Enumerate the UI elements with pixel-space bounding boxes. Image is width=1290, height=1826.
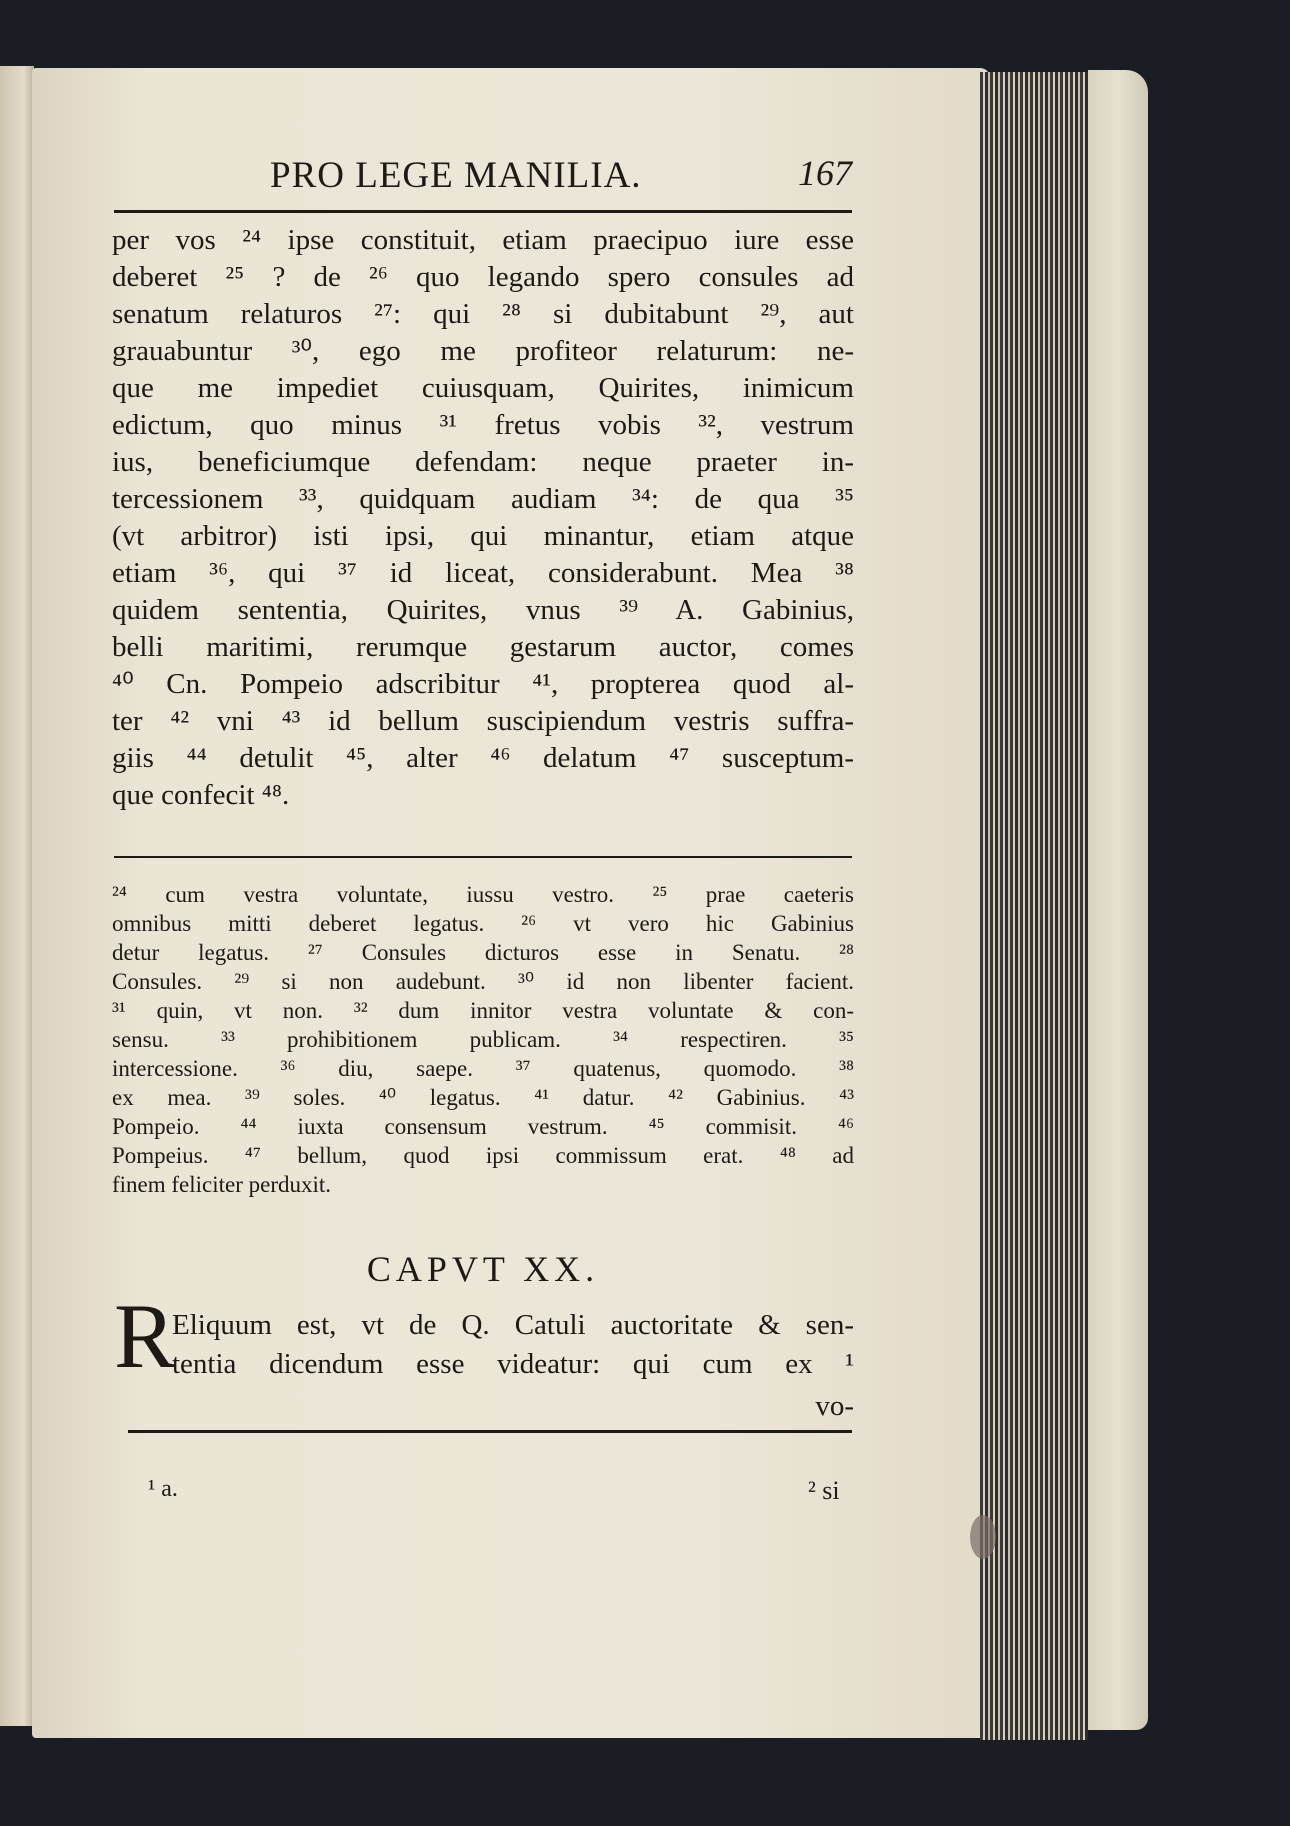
note-line: ³¹ quin, vt non. ³² dum innitor vestra voluntate & con-: [112, 998, 854, 1023]
text-line: edictum, quo minus ³¹ fretus vobis ³², vestrum: [112, 409, 854, 441]
text-line: deberet ²⁵ ? de ²⁶ quo legando spero consules ad: [112, 261, 854, 293]
page-block-edges: [980, 72, 1088, 1740]
main-text: [112, 222, 854, 814]
chapter-heading: CAPVT XX.: [366, 1249, 600, 1289]
running-title: PRO LEGE MANILIA.: [270, 155, 642, 196]
text-line: belli maritimi, rerumque gestarum auctor, comes: [112, 631, 854, 663]
note-line: omnibus mitti deberet legatus. ²⁶ vt vero hic Gabinius: [112, 911, 854, 936]
text-line: (vt arbitror) isti ipsi, qui minantur, etiam atque: [112, 520, 854, 552]
page-number: 167: [798, 153, 852, 193]
note-line: finem feliciter perduxit.: [112, 1172, 332, 1197]
footer-rule: [128, 1430, 852, 1433]
catchword: vo-: [815, 1390, 854, 1422]
header-rule: [114, 210, 852, 213]
text-line: Eliquum est, vt de Q. Catuli auctoritate & sen-: [172, 1309, 854, 1341]
text-line: que me impediet cuiusquam, Quirites, inimicum: [112, 372, 854, 404]
note-line: detur legatus. ²⁷ Consules dicturos esse in Senatu. ²⁸: [112, 940, 854, 965]
text-line: que confecit ⁴⁸.: [112, 779, 290, 811]
text-line: tentia dicendum esse videatur: qui cum ex ¹: [172, 1348, 854, 1380]
text-line: tercessionem ³³, quidquam audiam ³⁴: de qua ³⁵: [112, 483, 854, 515]
footnotes: [112, 880, 854, 1199]
facing-page-edge: [0, 66, 34, 1726]
text-line: ⁴⁰ Cn. Pompeio adscribitur ⁴¹, propterea quod al-: [112, 668, 854, 700]
drop-capital: R: [114, 1285, 176, 1387]
running-head: [118, 150, 858, 200]
text-line: etiam ³⁶, qui ³⁷ id liceat, considerabunt. Mea ³⁸: [112, 557, 854, 589]
note-line: sensu. ³³ prohibitionem publicam. ³⁴ respectiren. ³⁵: [112, 1027, 854, 1052]
note-line: ²⁴ cum vestra voluntate, iussu vestro. ²⁵ prae caeteris: [112, 882, 854, 907]
notes-rule: [114, 856, 852, 858]
note-line: Pompeius. ⁴⁷ bellum, quod ipsi commissum erat. ⁴⁸ ad: [112, 1143, 854, 1168]
text-line: per vos ²⁴ ipse constituit, etiam praecipuo iure esse: [112, 224, 854, 256]
text-line: quidem sententia, Quirites, vnus ³⁹ A. Gabinius,: [112, 594, 854, 626]
signature-mark: ¹ a.: [148, 1476, 178, 1502]
chapter-text: [172, 1306, 854, 1384]
text-line: senatum relaturos ²⁷: qui ²⁸ si dubitabunt ²⁹, aut: [112, 298, 854, 330]
note-line: ex mea. ³⁹ soles. ⁴⁰ legatus. ⁴¹ datur. ⁴² Gabinius. ⁴³: [112, 1085, 854, 1110]
note-line: intercessione. ³⁶ diu, saepe. ³⁷ quatenus, quomodo. ³⁸: [112, 1056, 854, 1081]
text-line: giis ⁴⁴ detulit ⁴⁵, alter ⁴⁶ delatum ⁴⁷ susceptum-: [112, 742, 854, 774]
text-line: ter ⁴² vni ⁴³ id bellum suscipiendum vestris suffra-: [112, 705, 854, 737]
note-line: Consules. ²⁹ si non audebunt. ³⁰ id non libenter facient.: [112, 969, 854, 994]
note-line: Pompeio. ⁴⁴ iuxta consensum vestrum. ⁴⁵ commisit. ⁴⁶: [112, 1114, 854, 1139]
footer-mark: ² si: [808, 1476, 840, 1505]
paper-stain: [970, 1515, 996, 1559]
cover-edge: [1088, 70, 1148, 1730]
text-line: ius, beneficiumque defendam: neque praeter in-: [112, 446, 854, 478]
text-line: grauabuntur ³⁰, ego me profiteor relaturum: ne-: [112, 335, 854, 367]
